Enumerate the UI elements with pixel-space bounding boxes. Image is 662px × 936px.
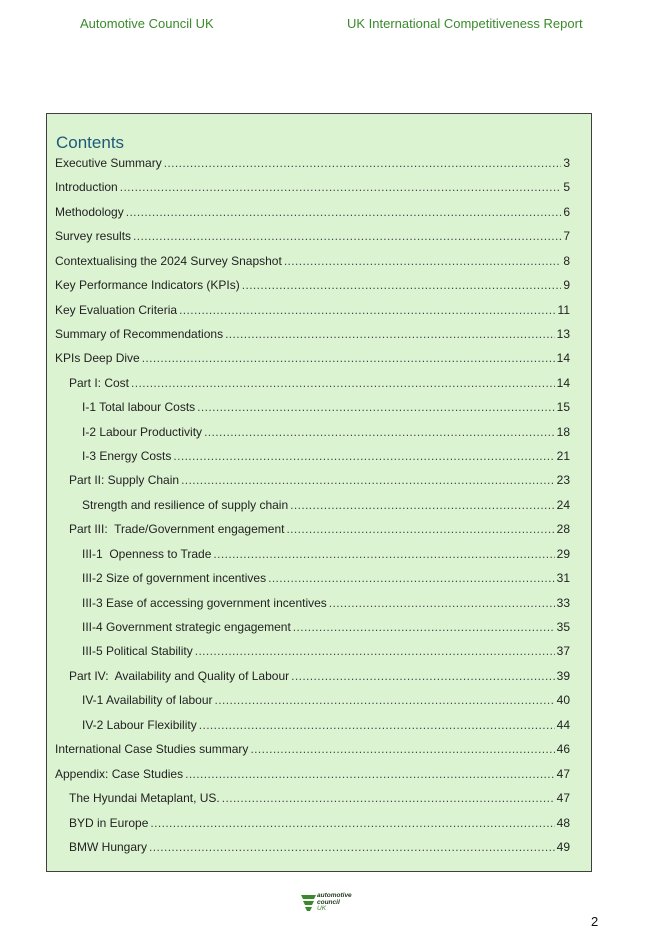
- toc-leader-dots: [142, 350, 555, 366]
- toc-entry-label: III-2 Size of government incentives: [82, 571, 267, 585]
- toc-entry-page: 21: [556, 449, 570, 463]
- toc-entry[interactable]: [55, 741, 570, 757]
- toc-entry-page: 44: [556, 718, 570, 732]
- toc-entry[interactable]: [55, 155, 570, 171]
- toc-entry-page: 28: [556, 522, 570, 536]
- toc-entry-page: 8: [563, 254, 570, 268]
- toc-entry[interactable]: [82, 643, 570, 659]
- toc-entry-page: 23: [556, 473, 570, 487]
- toc-leader-dots: [290, 497, 555, 513]
- toc-entry-label: Methodology: [55, 205, 124, 219]
- toc-entry-label: III-1 Openness to Trade: [82, 547, 212, 561]
- toc-entry[interactable]: [82, 497, 570, 513]
- toc-leader-dots: [268, 570, 555, 586]
- toc-entry-label: Summary of Recommendations: [55, 327, 224, 341]
- toc-entry[interactable]: [69, 790, 570, 806]
- toc-entry-page: 15: [556, 400, 570, 414]
- toc-entry-page: 33: [556, 596, 570, 610]
- toc-entry-page: 35: [556, 620, 570, 634]
- toc-entry-page: 3: [563, 156, 570, 170]
- toc-leader-dots: [213, 546, 554, 562]
- toc-leader-dots: [131, 375, 555, 391]
- toc-entry-label: The Hyundai Metaplant, US.: [69, 791, 220, 805]
- toc-entry[interactable]: [55, 228, 570, 244]
- toc-entry-label: Executive Summary: [55, 156, 162, 170]
- header-left-title: Automotive Council UK: [80, 16, 214, 31]
- toc-entry[interactable]: [82, 546, 570, 562]
- toc-entry-label: Part II: Supply Chain: [69, 473, 180, 487]
- toc-entry-page: 9: [563, 278, 570, 292]
- toc-entry-page: 6: [563, 205, 570, 219]
- toc-leader-dots: [164, 155, 562, 171]
- toc-entry-page: 29: [556, 547, 570, 561]
- toc-entry-page: 46: [556, 742, 570, 756]
- toc-entry-label: IV-2 Labour Flexibility: [82, 718, 197, 732]
- toc-leader-dots: [286, 521, 554, 537]
- toc-leader-dots: [120, 179, 562, 195]
- toc-entry-label: International Case Studies summary: [55, 742, 249, 756]
- toc-entry[interactable]: [82, 448, 570, 464]
- toc-entry[interactable]: [55, 253, 570, 269]
- automotive-council-logo: [301, 893, 371, 917]
- toc-entry-page: 14: [556, 351, 570, 365]
- toc-entry-page: 11: [557, 303, 570, 317]
- header-right-title: UK International Competitiveness Report: [347, 16, 583, 31]
- toc-entry-label: III-5 Political Stability: [82, 644, 193, 658]
- toc-leader-dots: [199, 717, 555, 733]
- toc-entry-label: III-3 Ease of accessing government incentives: [82, 596, 327, 610]
- toc-entry[interactable]: [55, 179, 570, 195]
- toc-entry-page: 39: [556, 669, 570, 683]
- toc-entry[interactable]: [69, 839, 570, 855]
- toc-entry[interactable]: [82, 595, 570, 611]
- toc-leader-dots: [225, 326, 555, 342]
- toc-entry-label: Part IV: Availability and Quality of Labour: [69, 669, 290, 683]
- toc-entry[interactable]: [55, 204, 570, 220]
- logo-text-line3: UK: [317, 905, 327, 912]
- logo-text-line2: council: [317, 898, 340, 906]
- toc-entry-page: 18: [556, 425, 570, 439]
- toc-entry[interactable]: [69, 472, 570, 488]
- toc-entry-page: 13: [556, 327, 570, 341]
- toc-entry[interactable]: [82, 570, 570, 586]
- toc-leader-dots: [126, 204, 562, 220]
- toc-entry[interactable]: [69, 668, 570, 684]
- toc-leader-dots: [204, 424, 555, 440]
- toc-entry-page: 31: [556, 571, 570, 585]
- logo-text: [317, 893, 352, 913]
- toc-entry[interactable]: [55, 302, 570, 318]
- page-number: 2: [591, 914, 599, 929]
- toc-entry-label: I-3 Energy Costs: [82, 449, 172, 463]
- toc-entry-label: Contextualising the 2024 Survey Snapshot: [55, 254, 282, 268]
- toc-entry-label: Part I: Cost: [69, 376, 130, 390]
- toc-entry-page: 47: [556, 767, 570, 781]
- toc-leader-dots: [150, 815, 554, 831]
- toc-entry-label: Key Evaluation Criteria: [55, 303, 178, 317]
- toc-entry-page: 14: [556, 376, 570, 390]
- toc-leader-dots: [242, 277, 562, 293]
- toc-entry[interactable]: [69, 375, 570, 391]
- toc-entry-page: 47: [556, 791, 570, 805]
- toc-entry-page: 5: [563, 180, 570, 194]
- toc-entry[interactable]: [82, 399, 570, 415]
- toc-leader-dots: [329, 595, 555, 611]
- toc-entry-label: Part III: Trade/Government engagement: [69, 522, 285, 536]
- toc-leader-dots: [179, 302, 555, 318]
- toc-leader-dots: [284, 253, 561, 269]
- toc-entry-label: BMW Hungary: [69, 840, 148, 854]
- toc-entry-label: Introduction: [55, 180, 118, 194]
- toc-leader-dots: [181, 472, 555, 488]
- toc-entry-label: Key Performance Indicators (KPIs): [55, 278, 240, 292]
- logo-text-line1: automotive: [317, 892, 352, 899]
- toc-entry-label: I-1 Total labour Costs: [82, 400, 196, 414]
- toc-entry-label: BYD in Europe: [69, 816, 149, 830]
- toc-entry-label: III-4 Government strategic engagement: [82, 620, 291, 634]
- toc-leader-dots: [291, 668, 555, 684]
- toc-leader-dots: [197, 399, 554, 415]
- toc-leader-dots: [173, 448, 554, 464]
- toc-entry-page: 48: [556, 816, 570, 830]
- toc-entry-label: I-2 Labour Productivity: [82, 425, 203, 439]
- toc-entry[interactable]: [82, 424, 570, 440]
- toc-entry[interactable]: [82, 619, 570, 635]
- toc-title: Contents: [56, 133, 125, 152]
- toc-entry[interactable]: [55, 350, 570, 366]
- toc-entry-label: KPIs Deep Dive: [55, 351, 140, 365]
- toc-entry-page: 7: [563, 229, 570, 243]
- toc-entry[interactable]: [55, 326, 570, 342]
- toc-entry[interactable]: [82, 692, 570, 708]
- toc-leader-dots: [250, 741, 554, 757]
- toc-entry[interactable]: [69, 521, 570, 537]
- toc-leader-dots: [133, 228, 561, 244]
- toc-entry[interactable]: [55, 277, 570, 293]
- toc-leader-dots: [185, 766, 555, 782]
- toc-entry-page: 49: [556, 840, 570, 854]
- toc-entry[interactable]: [55, 766, 570, 782]
- toc-entry[interactable]: [82, 717, 570, 733]
- toc-entry-page: 37: [556, 644, 570, 658]
- toc-entry-page: 24: [556, 498, 570, 512]
- table-of-contents: [46, 113, 592, 872]
- logo-mark-icon: [301, 895, 316, 913]
- toc-entry-label: Survey results: [55, 229, 132, 243]
- toc-entry-label: Appendix: Case Studies: [55, 767, 184, 781]
- toc-entry[interactable]: [69, 815, 570, 831]
- toc-entry-label: Strength and resilience of supply chain: [82, 498, 289, 512]
- toc-leader-dots: [149, 839, 555, 855]
- toc-entry-label: IV-1 Availability of labour: [82, 693, 213, 707]
- toc-leader-dots: [215, 692, 555, 708]
- toc-leader-dots: [222, 790, 555, 806]
- toc-leader-dots: [195, 643, 555, 659]
- toc-leader-dots: [293, 619, 555, 635]
- toc-entry-page: 40: [556, 693, 570, 707]
